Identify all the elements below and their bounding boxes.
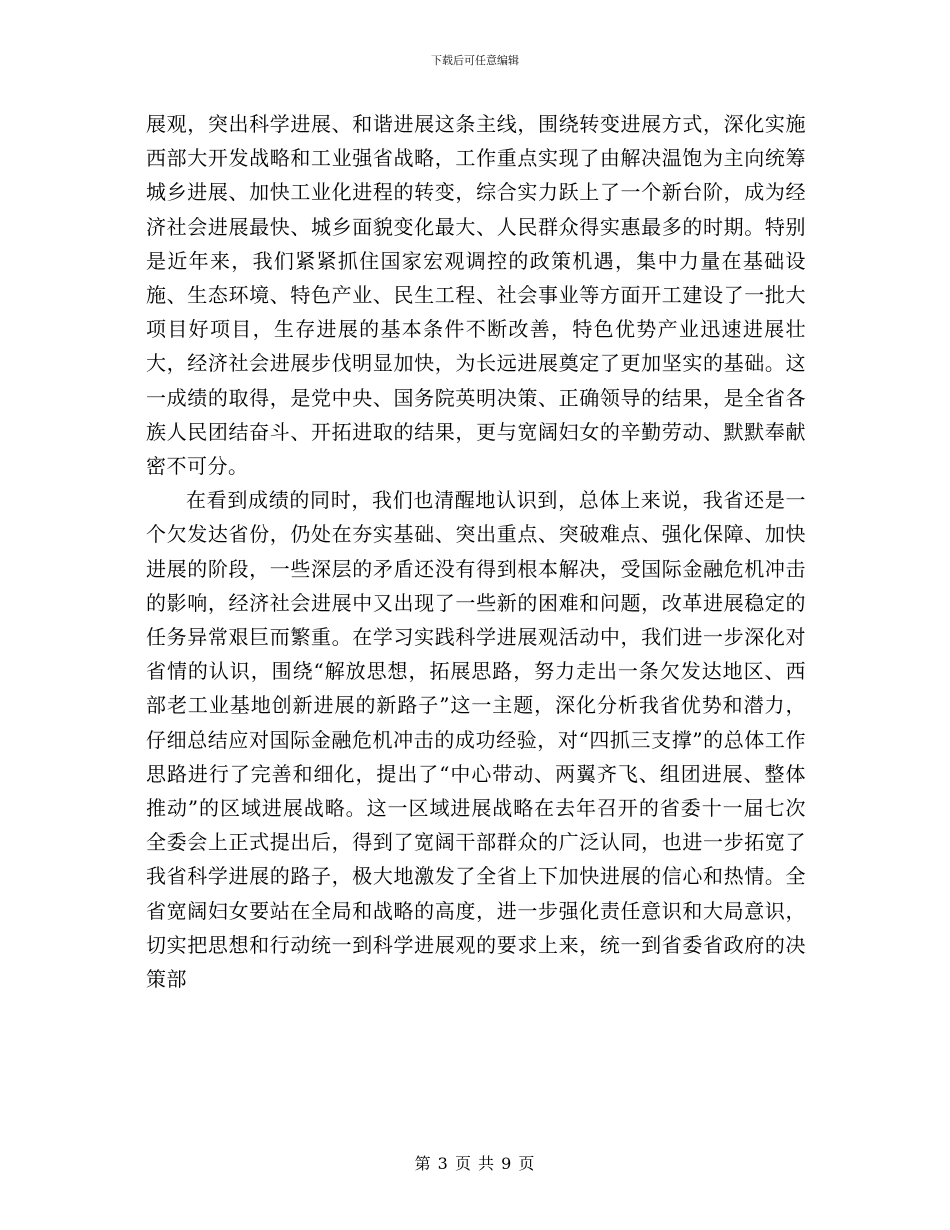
document-body [146,107,806,996]
paragraph-continued: 展观，突出科学进展、和谐进展这条主线，围绕转变进展方式，深化实施西部大开发战略和工业强省战略，工作重点实现了由解决温饱为主向统筹城乡进展、加快工业化进程的转变，综合实力跃上了一个新台阶，成为经济社会进展最快、城乡面貌变化最大、人民群众得实惠最多的时期。特别是近年来，我们紧紧抓住国家宏观调控的政策机遇，集中力量在基础设施、生态环境、特色产业、民生工程、社会事业等方面开工建设了一批大项目好项目，生存进展的基本条件不断改善，特色优势产业迅速进展壮大，经济社会进展步伐明显加快，为长远进展奠定了更加坚实的基础。这一成绩的取得，是党中央、国务院英明决策、正确领导的结果，是全省各族人民团结奋斗、开拓进取的结果，更与宽阔妇女的辛勤劳动、默默奉献密不可分。 [146,112,806,479]
page-number: 第 3 页 共 9 页 [414,1154,536,1173]
page-header: 下载后可任意编辑 [431,54,519,67]
paragraph: 在看到成绩的同时，我们也清醒地认识到，总体上来说，我省还是一个欠发达省份，仍处在夯实基础、突出重点、突破难点、强化保障、加快进展的阶段，一些深层的矛盾还没有得到根本解决，受国际金融危机冲击的影响，经济社会进展中又出现了一些新的困难和问题，改革进展稳定的任务异常艰巨而繁重。在学习实践科学进展观活动中，我们进一步深化对省情的认识，围绕“解放思想，拓展思路，努力走出一条欠发达地区、西部老工业基地创新进展的新路子”这一主题，深化分析我省优势和潜力，仔细总结应对国际金融危机冲击的成功经验，对“四抓三支撑”的总体工作思路进行了完善和细化，提出了“中心带动、两翼齐飞、组团进展、整体推动”的区域进展战略。这一区域进展战略在去年召开的省委十一届七次全委会上正式提出后，得到了宽阔干部群众的广泛认同，也进一步拓宽了我省科学进展的路子，极大地激发了全省上下加快进展的信心和热情。全省宽阔妇女要站在全局和战略的高度，进一步强化责任意识和大局意识，切实把思想和行动统一到科学进展观的要求上来，统一到省委省政府的决策部 [146,488,806,992]
